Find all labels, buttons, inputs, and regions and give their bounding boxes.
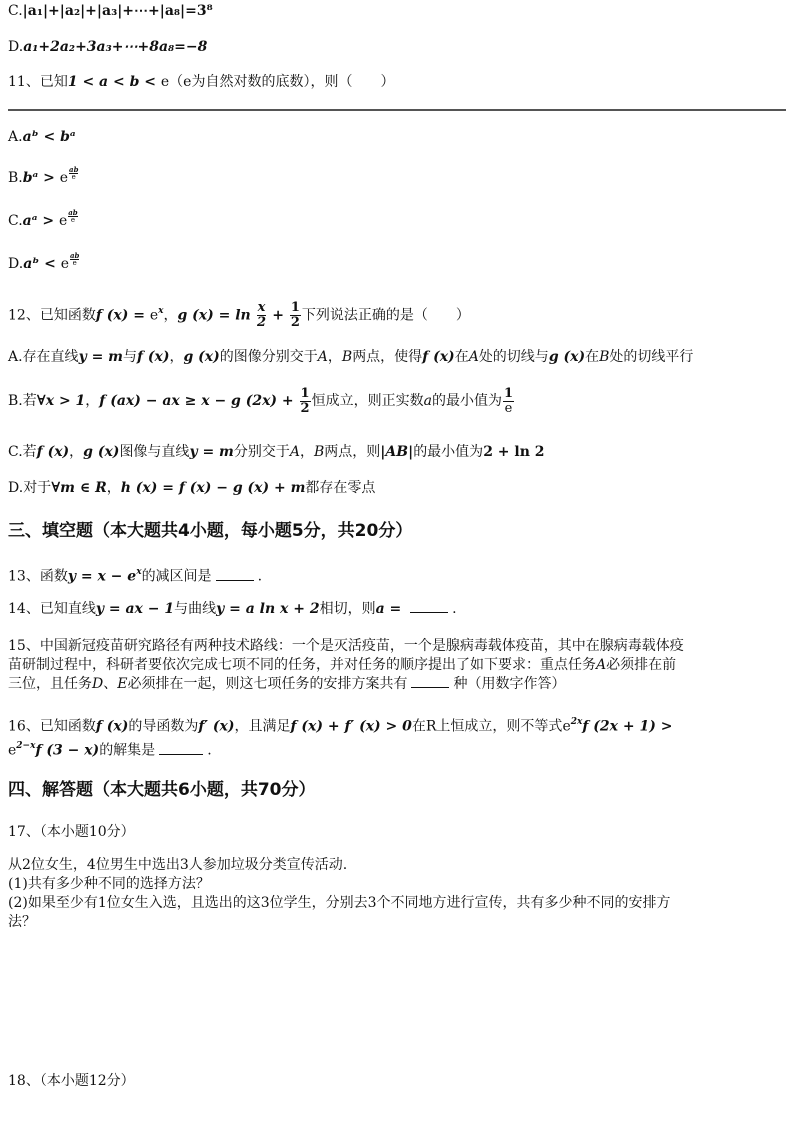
stem-text: 13、函数 <box>8 568 68 585</box>
option-text: ， <box>300 444 314 460</box>
math-expression: y = a ln x + 2 <box>216 601 320 617</box>
point-label: A <box>289 444 300 460</box>
fraction-numerator: ab <box>69 165 79 174</box>
math-expression: |a₁|+|a₂|+|a₃|+⋯+|a₈|=3⁸ <box>22 3 213 19</box>
option-text: 若 <box>22 393 37 409</box>
option-text: 处的切线与 <box>478 349 549 365</box>
fraction-numerator: ab <box>70 251 80 260</box>
point-label: B <box>341 349 353 365</box>
answer-blank[interactable] <box>159 742 203 755</box>
fraction-denominator: 2 <box>300 400 310 416</box>
option-text: 处的切线平行 <box>609 349 694 365</box>
fraction-denominator: e <box>71 173 76 181</box>
math-expression: f′ (x) <box>198 718 235 735</box>
math-expression: bᵃ > <box>22 170 60 186</box>
math-expression: f (x) <box>422 349 455 365</box>
e-constant: e <box>149 307 159 324</box>
option-text: 恒成立，则正实数 <box>311 393 424 409</box>
q11-option-b <box>8 165 786 188</box>
math-expression: f (x) + f′ (x) > 0 <box>290 718 412 735</box>
math-expression: 2 + ln 2 <box>483 444 545 460</box>
math-expression: y = m <box>78 349 123 365</box>
option-text: ， <box>85 393 100 409</box>
exponent: x <box>136 567 142 577</box>
math-expression: f (x) <box>137 349 170 365</box>
q17-line-3: (2)如果至少有1位女生入选，且选出的这3位学生，分别去3个不同地方进行宣传，共有多少种不同的安排方 <box>8 895 671 911</box>
stem-text: . <box>207 742 212 759</box>
stem-text: 的解集是 <box>99 742 156 759</box>
exponent-fraction <box>70 252 79 267</box>
exponent: 2−x <box>16 741 36 751</box>
option-text: 对于 <box>23 480 52 496</box>
stem-text: ，且满足 <box>234 718 291 735</box>
fraction <box>300 387 311 416</box>
stem-text: 在R上恒成立，则不等式 <box>411 718 563 735</box>
stem-text: 必须排在前 <box>606 657 677 673</box>
option-text: 的最小值为 <box>431 393 502 409</box>
e-constant: e <box>562 718 571 735</box>
stem-text: 下列说法正确的是（ <box>301 307 428 324</box>
math-expression: g (x) = ln <box>177 307 256 324</box>
option-text: 若 <box>22 444 37 460</box>
stem-text: （e为自然对数的底数），则（ <box>169 74 353 90</box>
fraction-denominator: 2 <box>256 315 266 331</box>
option-text: ， <box>69 444 84 460</box>
q12-option-c <box>8 442 786 462</box>
q17-line-2: (1)共有多少种不同的选择方法？ <box>8 876 210 892</box>
option-label: C. <box>8 3 23 19</box>
math-expression: a = <box>375 601 407 617</box>
stem-text: ） <box>455 307 470 324</box>
option-label: B. <box>8 393 23 409</box>
q11-option-a <box>8 127 786 147</box>
option-label: D. <box>8 480 24 496</box>
fraction <box>503 387 514 416</box>
option-text: 的图像分别交于 <box>219 349 318 365</box>
point-label: B <box>314 444 325 460</box>
q12-stem <box>8 300 786 330</box>
stem-text: 种（用数字作答） <box>453 676 566 692</box>
option-label: D. <box>8 39 24 55</box>
math-expression: 1 < a < b < <box>67 74 161 90</box>
q16-line-2 <box>8 737 786 761</box>
point-label: A <box>468 349 479 365</box>
e-constant: e <box>160 74 170 90</box>
math-expression: aᵇ < <box>23 256 61 272</box>
math-expression: h (x) = f (x) − g (x) + m <box>120 480 306 496</box>
fraction-numerator: 1 <box>300 385 310 401</box>
math-expression: g (x) <box>548 349 586 365</box>
stem-text: 三位，且任务 <box>8 676 92 692</box>
option-label: D. <box>8 256 24 272</box>
q14 <box>8 599 786 619</box>
fraction-numerator: x <box>257 300 266 316</box>
fraction-denominator: e <box>504 400 513 416</box>
math-expression: aᵃ > <box>22 213 59 229</box>
e-constant: e <box>59 170 69 186</box>
answer-blank[interactable] <box>411 675 449 688</box>
answer-blank[interactable] <box>216 568 254 581</box>
option-label: A. <box>8 129 23 145</box>
q11-option-d <box>8 251 786 274</box>
fraction <box>257 301 267 330</box>
section-heading: 四、解答题（本大题共6小题，共70分） <box>8 780 316 800</box>
stem-text: 、 <box>103 676 118 692</box>
option-label: C. <box>8 444 23 460</box>
stem-text: ， <box>163 307 178 324</box>
option-text: 图像与直线 <box>119 444 190 460</box>
option-text: 存在直线 <box>22 349 79 365</box>
q17-head: 17、（本小题10分） <box>8 824 135 840</box>
stem-text: 必须排在一起，则这七项任务的安排方案共有 <box>127 676 408 692</box>
fraction-numerator: 1 <box>290 300 300 316</box>
e-constant: e <box>58 213 68 229</box>
option-text: ， <box>106 480 121 496</box>
q12-option-b <box>8 386 786 416</box>
answer-blank[interactable] <box>410 600 448 613</box>
point-label: B <box>599 349 610 365</box>
section-heading: 三、填空题（本大题共4小题，每小题5分，共20分） <box>8 521 413 541</box>
q17-line-1: 从2位女生，4位男生中选出3人参加垃圾分类宣传活动. <box>8 857 348 873</box>
fraction-denominator: e <box>70 216 76 224</box>
stem-text: 14、已知直线 <box>8 601 96 617</box>
q15-line-1: 15、中国新冠疫苗研究路径有两种技术路线：一个是灭活疫苗，一个是腺病毒载体疫苗，其中在腺病毒载体疫 <box>8 638 684 654</box>
math-expression: y = ax − 1 <box>95 601 175 617</box>
math-expression: y = m <box>189 444 234 460</box>
exponent: x <box>158 306 164 316</box>
math-expression: g (x) <box>183 349 220 365</box>
math-expression: aᵇ < bᵃ <box>22 129 76 145</box>
q11-stem <box>8 72 786 92</box>
stem-text: 12、已知函数 <box>8 307 96 324</box>
option-text: 与 <box>123 349 137 365</box>
q11-option-c <box>8 208 786 231</box>
exponent-fraction <box>68 209 77 224</box>
stem-text: 与曲线 <box>174 601 217 617</box>
math-expression: f (ax) − ax ≥ x − g (2x) + <box>99 393 299 409</box>
fraction-denominator: 2 <box>290 315 300 331</box>
stem-text: . <box>452 601 457 617</box>
exponent: 2x <box>570 717 583 727</box>
math-expression: f (x) <box>36 444 70 460</box>
math-expression: f (3 − x) <box>35 742 100 759</box>
q10-option-c <box>8 1 786 21</box>
math-expression: ∀x > 1 <box>36 393 86 409</box>
stem-text: 11、已知 <box>8 74 68 90</box>
option-label: A. <box>8 349 23 365</box>
math-expression: ∀m ∈ R <box>51 480 107 496</box>
stem-text: 苗研制过程中，科研者要依次完成七项不同的任务，并对任务的顺序提出了如下要求：重点任务 <box>8 657 596 673</box>
option-text: 在 <box>454 349 469 365</box>
e-constant: e <box>60 256 70 272</box>
option-label: B. <box>8 170 23 186</box>
option-text: 都存在零点 <box>305 480 376 496</box>
fraction-numerator: 1 <box>503 385 513 401</box>
option-text: 在 <box>585 349 600 365</box>
stem-text: 相切，则 <box>319 601 376 617</box>
option-text: ， <box>327 349 342 365</box>
option-text: 两点，则 <box>324 444 381 460</box>
option-label: C. <box>8 213 23 229</box>
q15-line-2 <box>8 655 786 675</box>
stem-text: ） <box>380 74 395 90</box>
exponent-fraction <box>69 166 78 181</box>
option-text: 两点，使得 <box>352 349 423 365</box>
task-label: E <box>117 676 128 692</box>
stem-text: 的导函数为 <box>128 718 199 735</box>
divider-line <box>8 109 786 111</box>
q13 <box>8 563 786 587</box>
math-expression: a₁+2a₂+3a₃+⋯+8a₈=−8 <box>23 39 208 55</box>
q10-option-d <box>8 37 786 57</box>
fraction-numerator: ab <box>68 208 78 217</box>
q12-option-d <box>8 478 786 498</box>
q18-head: 18、（本小题12分） <box>8 1073 135 1089</box>
math-expression: f (2x + 1) > <box>582 718 673 735</box>
fraction <box>290 301 301 330</box>
stem-text: 的减区间是 <box>141 568 212 585</box>
math-expression: f (x) = <box>95 307 150 324</box>
fraction-denominator: e <box>72 259 77 267</box>
math-expression: y = x − e <box>67 568 137 585</box>
math-expression: f (x) <box>95 718 129 735</box>
q12-option-a <box>8 347 786 367</box>
math-expression: g (x) <box>83 444 120 460</box>
q15-line-3 <box>8 674 786 694</box>
q16-line-1 <box>8 713 786 737</box>
stem-text: 16、已知函数 <box>8 718 96 735</box>
variable: a <box>423 393 432 409</box>
q17-line-4: 法？ <box>8 914 36 930</box>
e-constant: e <box>8 742 17 759</box>
task-label: D <box>92 676 104 692</box>
stem-text: . <box>257 568 263 585</box>
math-expression: |AB| <box>380 444 414 460</box>
option-text: ， <box>169 349 184 365</box>
task-label: A <box>596 657 607 673</box>
math-expression: + <box>267 307 289 324</box>
option-text: 的最小值为 <box>413 444 484 460</box>
point-label: A <box>317 349 328 365</box>
option-text: 分别交于 <box>233 444 290 460</box>
